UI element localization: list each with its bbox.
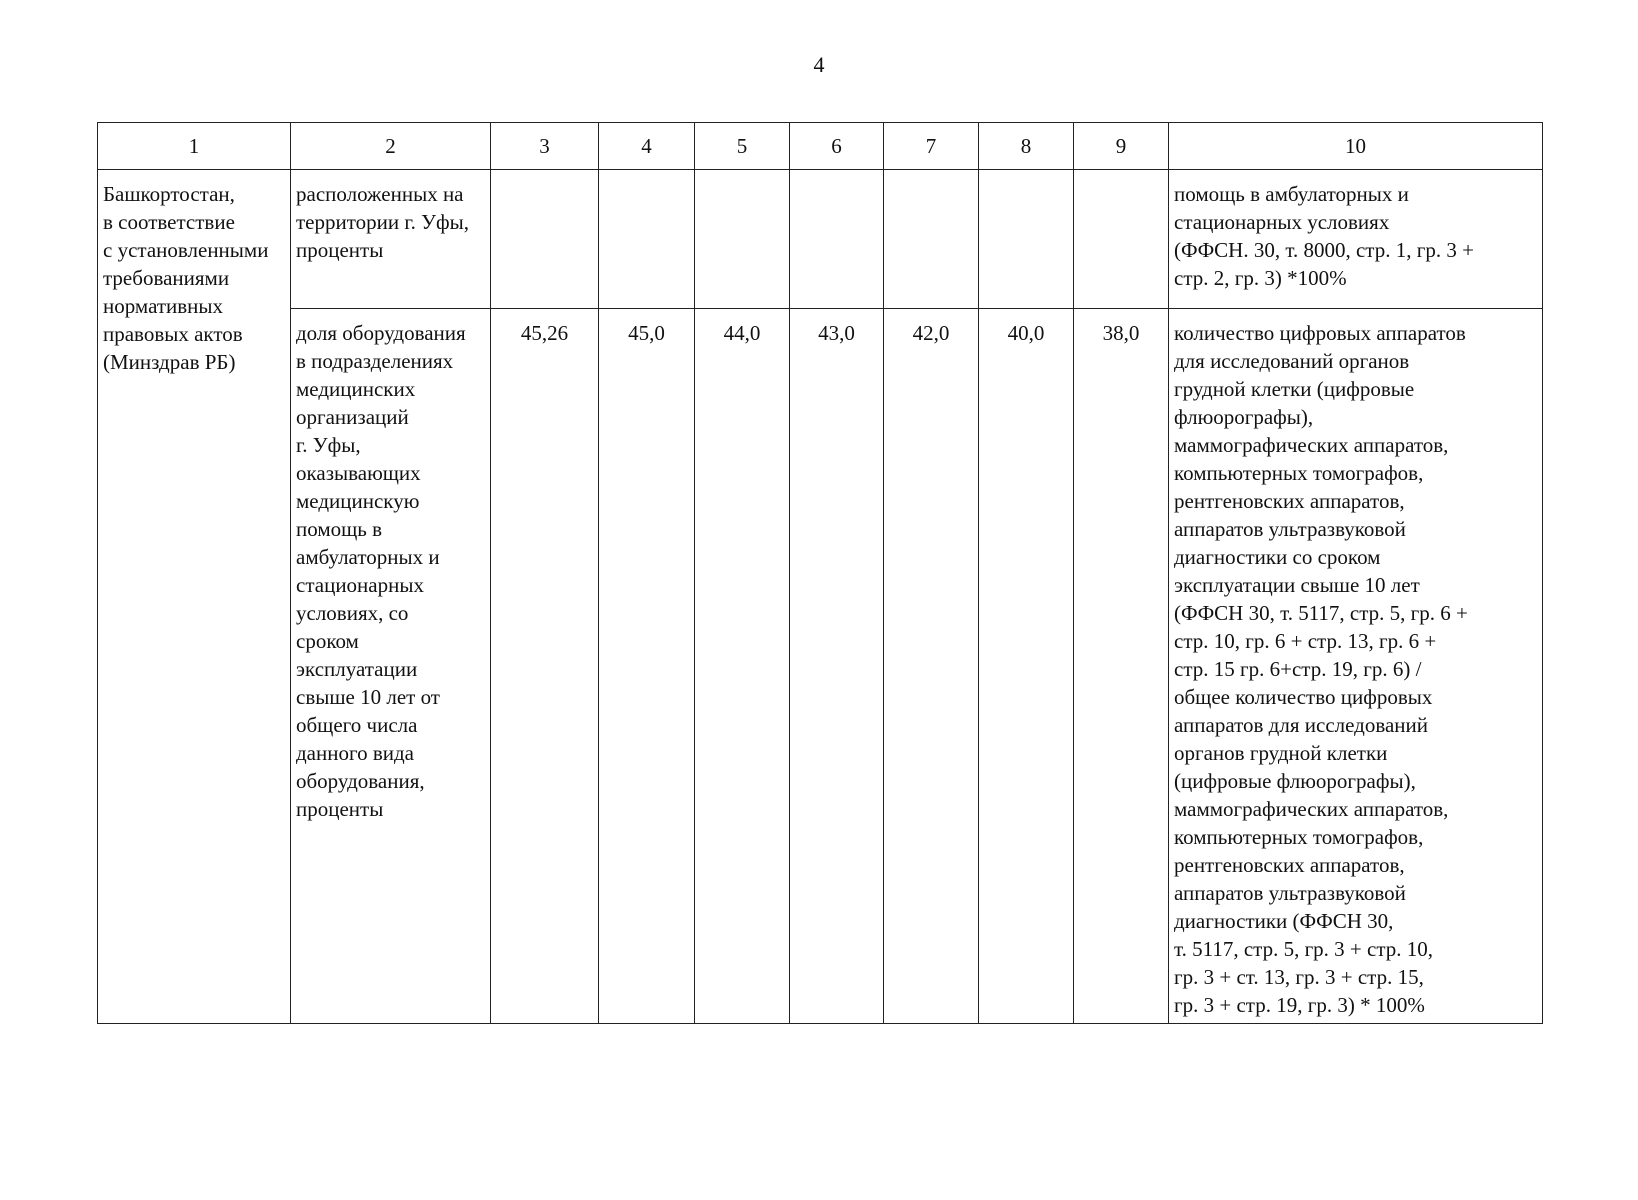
value-cell: 40,0: [979, 309, 1074, 1024]
column-header: 8: [979, 123, 1074, 170]
region-cell: Башкортостан, в соответствие с установленными требованиями нормативных правовых актов (Минздрав РБ): [98, 170, 291, 1024]
value-cell: [1074, 170, 1169, 309]
value-cell: [979, 170, 1074, 309]
value-cell: 45,0: [599, 309, 695, 1024]
method-cell: помощь в амбулаторных и стационарных условиях (ФФСН. 30, т. 8000, стр. 1, гр. 3 + стр. 2, гр. 3) *100%: [1169, 170, 1543, 309]
indicator-cell: расположенных на территории г. Уфы, проценты: [291, 170, 491, 309]
column-header: 1: [98, 123, 291, 170]
table-row: [98, 309, 1543, 1024]
value-cell: [491, 170, 599, 309]
column-header: 2: [291, 123, 491, 170]
column-header: 5: [695, 123, 790, 170]
value-cell: 38,0: [1074, 309, 1169, 1024]
value-cell: [790, 170, 884, 309]
table-row: [98, 170, 1543, 309]
indicator-cell: доля оборудования в подразделениях медицинских организаций г. Уфы, оказывающих медицинскую помощь в амбулаторных и стационарных условиях, со сроком эксплуатации свыше 10 лет от общего числа данного вида оборудования, проценты: [291, 309, 491, 1024]
value-cell: [695, 170, 790, 309]
column-header: 9: [1074, 123, 1169, 170]
value-cell: [599, 170, 695, 309]
column-header: 6: [790, 123, 884, 170]
value-cell: 42,0: [884, 309, 979, 1024]
column-header: 10: [1169, 123, 1543, 170]
value-cell: 44,0: [695, 309, 790, 1024]
column-header: 4: [599, 123, 695, 170]
indicators-table: [97, 122, 1543, 1024]
value-cell: [884, 170, 979, 309]
value-cell: 43,0: [790, 309, 884, 1024]
table-header-row: [98, 123, 1543, 170]
column-header: 3: [491, 123, 599, 170]
value-cell: 45,26: [491, 309, 599, 1024]
method-cell: количество цифровых аппаратов для исследований органов грудной клетки (цифровые флюорографы), маммографических аппаратов, компьютерных томографов, рентгеновских аппаратов, аппаратов ультразвуковой диагностики со сроком эксплуатации свыше 10 лет (ФФСН 30, т. 5117, стр. 5, гр. 6 + стр. 10, гр. 6 + стр. 13, гр. 6 + стр. 15 гр. 6+стр. 19, гр. 6) / общее количество цифровых аппаратов для исследований органов грудной клетки (цифровые флюорографы), маммографических аппаратов, компьютерных томографов, рентгеновских аппаратов, аппаратов ультразвуковой диагностики (ФФСН 30, т. 5117, стр. 5, гр. 3 + стр. 10, гр. 3 + ст. 13, гр. 3 + стр. 15, гр. 3 + стр. 19, гр. 3) * 100%: [1169, 309, 1543, 1024]
page-number: 4: [813, 52, 825, 77]
column-header: 7: [884, 123, 979, 170]
